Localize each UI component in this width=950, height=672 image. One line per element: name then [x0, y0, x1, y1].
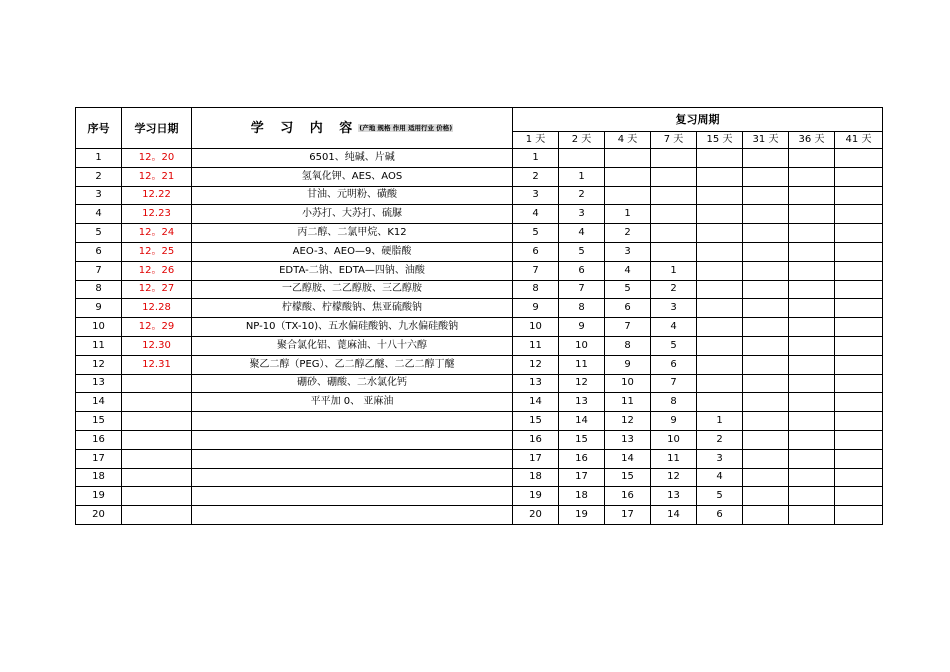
review-cell: 20	[513, 506, 559, 525]
date-cell	[122, 468, 192, 487]
seq-cell: 16	[76, 430, 122, 449]
review-cell	[789, 374, 835, 393]
seq-cell: 3	[76, 186, 122, 205]
seq-cell: 10	[76, 318, 122, 337]
content-cell: 聚合氯化铝、蓖麻油、十八十六醇	[192, 336, 513, 355]
period-header: 1 天	[513, 132, 559, 149]
table-row	[76, 355, 883, 374]
review-cell: 2	[605, 224, 651, 243]
review-cell	[789, 487, 835, 506]
seq-cell: 1	[76, 149, 122, 168]
review-cell	[743, 280, 789, 299]
review-cell: 16	[559, 449, 605, 468]
review-cell	[697, 242, 743, 261]
review-cell	[697, 299, 743, 318]
seq-cell: 4	[76, 205, 122, 224]
review-cell	[789, 205, 835, 224]
content-cell	[192, 487, 513, 506]
review-cell: 9	[513, 299, 559, 318]
review-cell: 17	[513, 449, 559, 468]
review-cell	[697, 167, 743, 186]
review-cell	[697, 224, 743, 243]
review-cell	[697, 393, 743, 412]
review-cell: 5	[697, 487, 743, 506]
review-cell: 13	[559, 393, 605, 412]
date-cell	[122, 506, 192, 525]
review-cell: 13	[605, 430, 651, 449]
period-header: 31 天	[743, 132, 789, 149]
period-header: 15 天	[697, 132, 743, 149]
header-row-1	[76, 108, 883, 132]
review-cell	[789, 449, 835, 468]
review-cell	[605, 149, 651, 168]
table-row	[76, 430, 883, 449]
date-cell: 12.22	[122, 186, 192, 205]
date-cell: 12。24	[122, 224, 192, 243]
review-cell: 7	[513, 261, 559, 280]
review-cell	[789, 468, 835, 487]
review-cell	[835, 506, 883, 525]
date-cell: 12.23	[122, 205, 192, 224]
date-cell: 12。29	[122, 318, 192, 337]
review-cell: 6	[697, 506, 743, 525]
review-cell	[743, 336, 789, 355]
seq-cell: 11	[76, 336, 122, 355]
content-cell: AEO-3、AEO—9、硬脂酸	[192, 242, 513, 261]
review-cell: 10	[559, 336, 605, 355]
review-cell: 1	[513, 149, 559, 168]
review-cell: 12	[651, 468, 697, 487]
review-cell	[789, 242, 835, 261]
review-cell: 7	[605, 318, 651, 337]
review-cell: 5	[513, 224, 559, 243]
review-cell: 19	[559, 506, 605, 525]
review-cell	[789, 149, 835, 168]
review-cell	[789, 393, 835, 412]
review-cell	[835, 261, 883, 280]
date-cell: 12.31	[122, 355, 192, 374]
content-cell: 6501、纯碱、片碱	[192, 149, 513, 168]
period-header: 4 天	[605, 132, 651, 149]
review-cell: 11	[513, 336, 559, 355]
table-row	[76, 393, 883, 412]
review-cell: 17	[559, 468, 605, 487]
review-cell: 4	[513, 205, 559, 224]
review-cell	[697, 336, 743, 355]
date-cell: 12.28	[122, 299, 192, 318]
review-cell: 8	[651, 393, 697, 412]
review-cell	[835, 280, 883, 299]
table-body	[76, 149, 883, 525]
review-cell: 2	[697, 430, 743, 449]
review-cell	[743, 374, 789, 393]
date-cell	[122, 374, 192, 393]
review-cell	[835, 374, 883, 393]
content-cell: 丙二醇、二氯甲烷、K12	[192, 224, 513, 243]
review-cell: 5	[651, 336, 697, 355]
review-cell: 11	[651, 449, 697, 468]
review-cell	[651, 205, 697, 224]
study-schedule-table	[75, 107, 883, 525]
review-cell: 8	[605, 336, 651, 355]
review-cell: 8	[513, 280, 559, 299]
review-cell	[835, 355, 883, 374]
seq-cell: 19	[76, 487, 122, 506]
review-cell: 2	[559, 186, 605, 205]
review-cell	[789, 412, 835, 431]
review-cell: 2	[651, 280, 697, 299]
seq-cell: 14	[76, 393, 122, 412]
table-row	[76, 336, 883, 355]
review-cell: 12	[513, 355, 559, 374]
review-cell: 17	[605, 506, 651, 525]
date-header: 学习日期	[122, 108, 192, 149]
review-cell	[697, 149, 743, 168]
review-cell: 1	[651, 261, 697, 280]
review-cell	[835, 205, 883, 224]
seq-cell: 13	[76, 374, 122, 393]
table-row	[76, 261, 883, 280]
table-row	[76, 149, 883, 168]
review-cell	[789, 224, 835, 243]
table-row	[76, 318, 883, 337]
review-cell: 4	[697, 468, 743, 487]
review-cell	[743, 186, 789, 205]
table-row	[76, 412, 883, 431]
review-cell: 15	[605, 468, 651, 487]
review-cell	[835, 167, 883, 186]
review-cell: 3	[697, 449, 743, 468]
review-cell: 19	[513, 487, 559, 506]
review-cell: 7	[651, 374, 697, 393]
content-note: (产地 规格 作用 适用行业 价格)	[359, 123, 453, 132]
content-cell: 平平加 0、 亚麻油	[192, 393, 513, 412]
review-cell: 3	[513, 186, 559, 205]
review-cell: 7	[559, 280, 605, 299]
seq-cell: 20	[76, 506, 122, 525]
review-cell	[789, 299, 835, 318]
table-row	[76, 487, 883, 506]
review-cell	[835, 242, 883, 261]
review-cell: 18	[513, 468, 559, 487]
seq-cell: 8	[76, 280, 122, 299]
seq-cell: 18	[76, 468, 122, 487]
review-cell	[651, 224, 697, 243]
table-row	[76, 186, 883, 205]
period-header: 36 天	[789, 132, 835, 149]
review-cell: 16	[513, 430, 559, 449]
review-cell	[743, 242, 789, 261]
review-cell: 10	[513, 318, 559, 337]
review-cell: 3	[651, 299, 697, 318]
review-cell	[835, 186, 883, 205]
review-cell	[743, 149, 789, 168]
review-cell: 10	[605, 374, 651, 393]
review-cell	[559, 149, 605, 168]
review-cell: 11	[605, 393, 651, 412]
review-cell	[789, 355, 835, 374]
table-row	[76, 205, 883, 224]
date-cell	[122, 487, 192, 506]
seq-cell: 15	[76, 412, 122, 431]
review-cell	[789, 430, 835, 449]
table-row	[76, 449, 883, 468]
review-cell	[697, 186, 743, 205]
review-cell	[743, 506, 789, 525]
review-cell	[743, 167, 789, 186]
review-cell	[743, 299, 789, 318]
content-title: 学 习 内 容	[250, 120, 359, 136]
review-cell: 1	[559, 167, 605, 186]
review-cell	[605, 167, 651, 186]
review-cell: 11	[559, 355, 605, 374]
period-header: 7 天	[651, 132, 697, 149]
review-cell: 12	[605, 412, 651, 431]
review-cell: 15	[513, 412, 559, 431]
period-header: 2 天	[559, 132, 605, 149]
review-cell	[697, 318, 743, 337]
table-row	[76, 242, 883, 261]
review-cell: 9	[651, 412, 697, 431]
date-cell: 12。20	[122, 149, 192, 168]
review-cell	[697, 205, 743, 224]
table-row	[76, 374, 883, 393]
content-cell: 硼砂、硼酸、二水氯化钙	[192, 374, 513, 393]
review-cell	[789, 186, 835, 205]
content-cell	[192, 412, 513, 431]
table-row	[76, 224, 883, 243]
content-cell: 甘油、元明粉、磺酸	[192, 186, 513, 205]
review-cell	[743, 205, 789, 224]
seq-cell: 12	[76, 355, 122, 374]
date-cell: 12。26	[122, 261, 192, 280]
date-cell	[122, 449, 192, 468]
review-cell	[743, 487, 789, 506]
review-cell: 18	[559, 487, 605, 506]
seq-cell: 7	[76, 261, 122, 280]
review-cell	[697, 280, 743, 299]
review-cell	[789, 318, 835, 337]
review-cell	[743, 224, 789, 243]
review-cell	[835, 449, 883, 468]
review-cell	[835, 336, 883, 355]
review-cell	[651, 167, 697, 186]
review-cell: 13	[651, 487, 697, 506]
review-cell: 9	[605, 355, 651, 374]
review-cell: 9	[559, 318, 605, 337]
review-cell	[835, 149, 883, 168]
review-cell: 8	[559, 299, 605, 318]
date-cell: 12。25	[122, 242, 192, 261]
review-cell	[743, 318, 789, 337]
content-cell: EDTA-二钠、EDTA—四钠、油酸	[192, 261, 513, 280]
review-cell: 14	[651, 506, 697, 525]
content-cell: 柠檬酸、柠檬酸钠、焦亚硫酸钠	[192, 299, 513, 318]
review-cell: 13	[513, 374, 559, 393]
review-cell	[835, 224, 883, 243]
review-cell	[743, 261, 789, 280]
review-cell	[743, 449, 789, 468]
date-cell: 12。21	[122, 167, 192, 186]
review-cell: 14	[559, 412, 605, 431]
review-cell: 4	[605, 261, 651, 280]
review-cycle-header: 复习周期	[513, 108, 883, 132]
review-cell	[743, 468, 789, 487]
review-cell	[743, 412, 789, 431]
review-cell: 3	[605, 242, 651, 261]
seq-cell: 6	[76, 242, 122, 261]
review-cell: 14	[513, 393, 559, 412]
review-cell	[605, 186, 651, 205]
review-cell	[743, 430, 789, 449]
review-cell	[651, 242, 697, 261]
review-cell: 6	[605, 299, 651, 318]
review-cell	[743, 355, 789, 374]
review-cell	[835, 393, 883, 412]
table-row	[76, 299, 883, 318]
review-cell: 14	[605, 449, 651, 468]
content-cell	[192, 430, 513, 449]
content-cell	[192, 506, 513, 525]
seq-cell: 2	[76, 167, 122, 186]
table-row	[76, 468, 883, 487]
seq-header: 序号	[76, 108, 122, 149]
seq-cell: 5	[76, 224, 122, 243]
review-cell: 5	[605, 280, 651, 299]
review-cell	[789, 506, 835, 525]
review-cell: 6	[651, 355, 697, 374]
review-cell	[697, 261, 743, 280]
review-cell: 1	[605, 205, 651, 224]
date-cell	[122, 393, 192, 412]
content-cell: NP-10（TX-10)、五水偏硅酸钠、九水偏硅酸钠	[192, 318, 513, 337]
date-cell: 12.30	[122, 336, 192, 355]
review-cell: 4	[559, 224, 605, 243]
content-cell: 氢氧化钾、AES、AOS	[192, 167, 513, 186]
review-cell	[835, 412, 883, 431]
review-cell: 12	[559, 374, 605, 393]
content-cell	[192, 449, 513, 468]
review-cell	[835, 487, 883, 506]
review-cell: 6	[559, 261, 605, 280]
review-cell: 15	[559, 430, 605, 449]
review-cell	[697, 374, 743, 393]
review-cell	[789, 336, 835, 355]
review-cell: 6	[513, 242, 559, 261]
date-cell	[122, 430, 192, 449]
date-cell	[122, 412, 192, 431]
content-cell: 小苏打、大苏打、硫脲	[192, 205, 513, 224]
content-cell: 一乙醇胺、二乙醇胺、三乙醇胺	[192, 280, 513, 299]
review-cell: 10	[651, 430, 697, 449]
table-row	[76, 167, 883, 186]
review-cell	[789, 261, 835, 280]
content-cell: 聚乙二醇（PEG）、乙二醇乙醚、二乙二醇丁醚	[192, 355, 513, 374]
review-cell	[789, 280, 835, 299]
review-cell	[835, 430, 883, 449]
period-header: 41 天	[835, 132, 883, 149]
seq-cell: 9	[76, 299, 122, 318]
review-cell	[697, 355, 743, 374]
table-row	[76, 506, 883, 525]
table-row	[76, 280, 883, 299]
date-cell: 12。27	[122, 280, 192, 299]
review-cell	[789, 167, 835, 186]
review-cell	[835, 299, 883, 318]
review-cell: 16	[605, 487, 651, 506]
review-cell: 4	[651, 318, 697, 337]
review-cell	[743, 393, 789, 412]
review-cell: 1	[697, 412, 743, 431]
review-cell	[835, 318, 883, 337]
review-cell: 5	[559, 242, 605, 261]
review-cell: 2	[513, 167, 559, 186]
review-cell	[651, 149, 697, 168]
review-cell	[651, 186, 697, 205]
seq-cell: 17	[76, 449, 122, 468]
review-cell	[835, 468, 883, 487]
content-cell	[192, 468, 513, 487]
content-header	[192, 108, 513, 149]
review-cell: 3	[559, 205, 605, 224]
